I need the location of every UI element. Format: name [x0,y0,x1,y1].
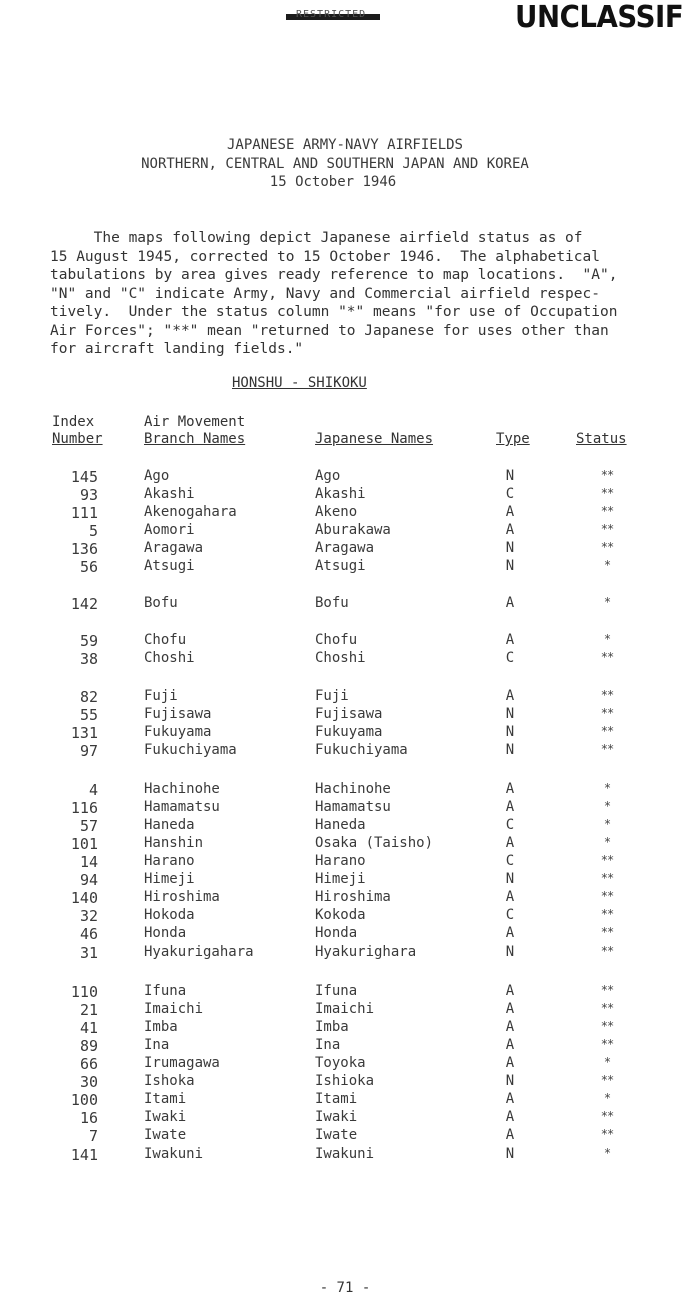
status-cell: ** [600,742,614,756]
header-air-movement [144,414,245,448]
japanese-name-cell: Fukuchiyama [315,742,408,758]
air-branch-name-cell: Harano [144,853,195,869]
index-number-cell: 5 [88,522,98,540]
type-cell: C [505,907,515,923]
index-number-cell: 46 [79,925,98,943]
title-line-2: NORTHERN, CENTRAL AND SOUTHERN JAPAN AND KOREA [141,156,529,172]
type-cell: A [505,799,515,815]
table-row [0,1091,690,1110]
index-number-cell: 131 [70,724,98,742]
air-branch-name-cell: Ago [144,468,170,484]
type-cell: N [505,724,515,740]
type-cell: A [505,983,515,999]
air-branch-name-cell: Aragawa [144,540,204,556]
restricted-stamp [286,8,380,24]
air-branch-name-cell: Hiroshima [144,889,220,905]
air-branch-name-cell: Iwaki [144,1109,187,1125]
table-row [0,1001,690,1020]
status-cell: * [603,781,611,795]
index-number-cell: 94 [79,871,98,889]
type-cell: A [505,595,515,611]
japanese-name-cell: Itami [315,1091,358,1107]
index-number-cell: 136 [70,540,98,558]
status-cell: ** [600,724,614,738]
japanese-name-cell: Honda [315,925,358,941]
type-cell: A [505,1055,515,1071]
status-cell: ** [600,688,614,702]
type-cell: N [505,558,515,574]
status-cell: ** [600,650,614,664]
table-row [0,817,690,836]
intro-line: Air Forces"; "**" mean "returned to Japanese for uses other than [50,322,609,339]
table-row [0,944,690,963]
header-status [576,431,627,448]
japanese-name-cell: Imba [315,1019,349,1035]
type-cell: A [505,1001,515,1017]
index-number-cell: 56 [79,558,98,576]
table-row [0,1037,690,1056]
status-cell: ** [600,1109,614,1123]
status-cell: ** [600,1037,614,1051]
type-cell: A [505,1109,515,1125]
status-cell: * [603,799,611,813]
air-branch-name-cell: Itami [144,1091,187,1107]
type-cell: C [505,853,515,869]
header-type-text: Type [496,431,530,447]
japanese-name-cell: Ago [315,468,341,484]
japanese-name-cell: Aburakawa [315,522,391,538]
status-cell: ** [600,1019,614,1033]
index-number-cell: 55 [79,706,98,724]
type-cell: A [505,925,515,941]
air-branch-name-cell: Imaichi [144,1001,204,1017]
table-row [0,504,690,523]
status-cell: * [603,595,611,609]
air-branch-name-cell: Iwakuni [144,1146,204,1162]
japanese-name-cell: Kokoda [315,907,366,923]
table-row [0,688,690,707]
type-cell: A [505,504,515,520]
japanese-name-cell: Ifuna [315,983,358,999]
intro-line: tively. Under the status column "*" means "for use of Occupation [50,304,618,320]
japanese-name-cell: Himeji [315,871,366,887]
title-date: 15 October 1946 [269,174,397,190]
air-branch-name-cell: Ishoka [144,1073,195,1089]
table-row [0,1146,690,1165]
japanese-name-cell: Fuji [315,688,349,704]
table-row [0,632,690,651]
type-cell: N [505,1073,515,1089]
header-japanese-text: Japanese Names [315,431,434,447]
header-index-number [52,414,103,448]
table-row [0,650,690,669]
index-number-cell: 141 [70,1146,98,1164]
table-row [0,595,690,614]
header-status-text: Status [576,431,627,447]
japanese-name-cell: Fukuyama [315,724,383,740]
index-number-cell: 89 [79,1037,98,1055]
index-number-cell: 97 [79,742,98,760]
japanese-name-cell: Ishioka [315,1073,375,1089]
air-branch-name-cell: Fuji [144,688,178,704]
air-branch-name-cell: Hanshin [144,835,204,851]
index-number-cell: 16 [79,1109,98,1127]
japanese-name-cell: Iwaki [315,1109,358,1125]
table-row [0,724,690,743]
index-number-cell: 82 [79,688,98,706]
table-row [0,853,690,872]
air-branch-name-cell: Hokoda [144,907,195,923]
status-cell: ** [600,889,614,903]
type-cell: A [505,1037,515,1053]
air-branch-name-cell: Akashi [144,486,195,502]
intro-line: for aircraft landing fields." [50,341,304,357]
intro-line: "N" and "C" indicate Army, Navy and Commercial airfield respec- [50,285,600,302]
status-cell: * [603,1055,611,1069]
intro-paragraph [50,229,650,359]
air-branch-name-cell: Bofu [144,595,178,611]
japanese-name-cell: Fujisawa [315,706,383,722]
status-cell: ** [600,540,614,554]
index-number-cell: 31 [79,944,98,962]
status-cell: ** [600,706,614,720]
status-cell: ** [600,504,614,518]
japanese-name-cell: Imaichi [315,1001,375,1017]
type-cell: A [505,889,515,905]
table-row [0,1073,690,1092]
type-cell: C [505,486,515,502]
type-cell: N [505,944,515,960]
japanese-name-cell: Choshi [315,650,366,666]
index-number-cell: 4 [88,781,98,799]
air-branch-name-cell: Haneda [144,817,195,833]
status-cell: ** [600,1073,614,1087]
index-number-cell: 140 [70,889,98,907]
japanese-name-cell: Chofu [315,632,358,648]
table-row [0,706,690,725]
header-japanese-names [315,431,433,448]
japanese-name-cell: Harano [315,853,366,869]
header-air-line1: Air Movement [144,414,246,430]
table-row [0,1019,690,1038]
type-cell: N [505,871,515,887]
status-cell: ** [600,907,614,921]
type-cell: C [505,817,515,833]
type-cell: C [505,650,515,666]
japanese-name-cell: Akeno [315,504,358,520]
japanese-name-cell: Osaka (Taisho) [315,835,434,851]
table-row [0,522,690,541]
air-branch-name-cell: Akenogahara [144,504,237,520]
status-cell: ** [600,1001,614,1015]
index-number-cell: 32 [79,907,98,925]
table-row [0,468,690,487]
table-row [0,835,690,854]
japanese-name-cell: Hamamatsu [315,799,391,815]
intro-line: The maps following depict Japanese airfield status as of [50,230,583,246]
status-cell: ** [600,871,614,885]
air-branch-name-cell: Ifuna [144,983,187,999]
japanese-name-cell: Hachinohe [315,781,391,797]
index-number-cell: 59 [79,632,98,650]
type-cell: A [505,1019,515,1035]
type-cell: N [505,1146,515,1162]
section-title: HONSHU - SHIKOKU [232,375,367,391]
index-number-cell: 100 [70,1091,98,1109]
table-row [0,889,690,908]
table-row [0,1055,690,1074]
type-cell: A [505,632,515,648]
air-branch-name-cell: Ina [144,1037,170,1053]
air-branch-name-cell: Honda [144,925,187,941]
air-branch-name-cell: Hamamatsu [144,799,220,815]
japanese-name-cell: Hiroshima [315,889,391,905]
air-branch-name-cell: Fukuchiyama [144,742,237,758]
air-branch-name-cell: Fukuyama [144,724,212,740]
status-cell: ** [600,925,614,939]
air-branch-name-cell: Iwate [144,1127,187,1143]
type-cell: N [505,706,515,722]
air-branch-name-cell: Hyakurigahara [144,944,254,960]
table-row [0,486,690,505]
status-cell: ** [600,983,614,997]
table-row [0,925,690,944]
index-number-cell: 116 [70,799,98,817]
status-cell: * [603,632,611,646]
table-row [0,1109,690,1128]
index-number-cell: 41 [79,1019,98,1037]
index-number-cell: 66 [79,1055,98,1073]
index-number-cell: 142 [70,595,98,613]
status-cell: ** [600,522,614,536]
status-cell: * [603,817,611,831]
index-number-cell: 111 [70,504,98,522]
air-branch-name-cell: Choshi [144,650,195,666]
type-cell: N [505,742,515,758]
header-type [496,431,530,448]
table-row [0,871,690,890]
unclassified-stamp: UNCLASSIF [515,0,684,35]
air-branch-name-cell: Chofu [144,632,187,648]
table-row [0,540,690,559]
table-row [0,983,690,1002]
restricted-stamp-text: RESTRICTED [296,9,367,20]
table-row [0,742,690,761]
table-row [0,799,690,818]
status-cell: * [603,1091,611,1105]
type-cell: A [505,1127,515,1143]
status-cell: ** [600,468,614,482]
header-air-line2: Branch Names [144,431,246,447]
japanese-name-cell: Akashi [315,486,366,502]
japanese-name-cell: Bofu [315,595,349,611]
air-branch-name-cell: Atsugi [144,558,195,574]
index-number-cell: 101 [70,835,98,853]
japanese-name-cell: Hyakurighara [315,944,417,960]
index-number-cell: 14 [79,853,98,871]
table-row [0,781,690,800]
status-cell: ** [600,944,614,958]
index-number-cell: 145 [70,468,98,486]
table-row [0,907,690,926]
japanese-name-cell: Haneda [315,817,366,833]
type-cell: A [505,688,515,704]
air-branch-name-cell: Hachinohe [144,781,220,797]
header-index-line1: Index [52,414,95,430]
title-line-1: JAPANESE ARMY-NAVY AIRFIELDS [226,137,463,153]
index-number-cell: 93 [79,486,98,504]
air-branch-name-cell: Fujisawa [144,706,212,722]
type-cell: N [505,468,515,484]
air-branch-name-cell: Imba [144,1019,178,1035]
japanese-name-cell: Iwakuni [315,1146,375,1162]
air-branch-name-cell: Irumagawa [144,1055,220,1071]
status-cell: ** [600,1127,614,1141]
japanese-name-cell: Atsugi [315,558,366,574]
type-cell: A [505,1091,515,1107]
table-row [0,558,690,577]
index-number-cell: 57 [79,817,98,835]
type-cell: N [505,540,515,556]
index-number-cell: 38 [79,650,98,668]
index-number-cell: 21 [79,1001,98,1019]
type-cell: A [505,781,515,797]
page-number: - 71 - [319,1280,371,1296]
japanese-name-cell: Iwate [315,1127,358,1143]
status-cell: * [603,558,611,572]
status-cell: ** [600,486,614,500]
japanese-name-cell: Ina [315,1037,341,1053]
header-index-line2: Number [52,431,103,447]
table-row [0,1127,690,1146]
index-number-cell: 110 [70,983,98,1001]
status-cell: * [603,1146,611,1160]
air-branch-name-cell: Aomori [144,522,195,538]
intro-line: tabulations by area gives ready reference to map locations. "A", [50,267,618,283]
status-cell: ** [600,853,614,867]
japanese-name-cell: Aragawa [315,540,375,556]
index-number-cell: 7 [88,1127,98,1145]
type-cell: A [505,522,515,538]
status-cell: * [603,835,611,849]
index-number-cell: 30 [79,1073,98,1091]
air-branch-name-cell: Himeji [144,871,195,887]
intro-line: 15 August 1945, corrected to 15 October 1946. The alphabetical [50,248,600,265]
type-cell: A [505,835,515,851]
japanese-name-cell: Toyoka [315,1055,366,1071]
